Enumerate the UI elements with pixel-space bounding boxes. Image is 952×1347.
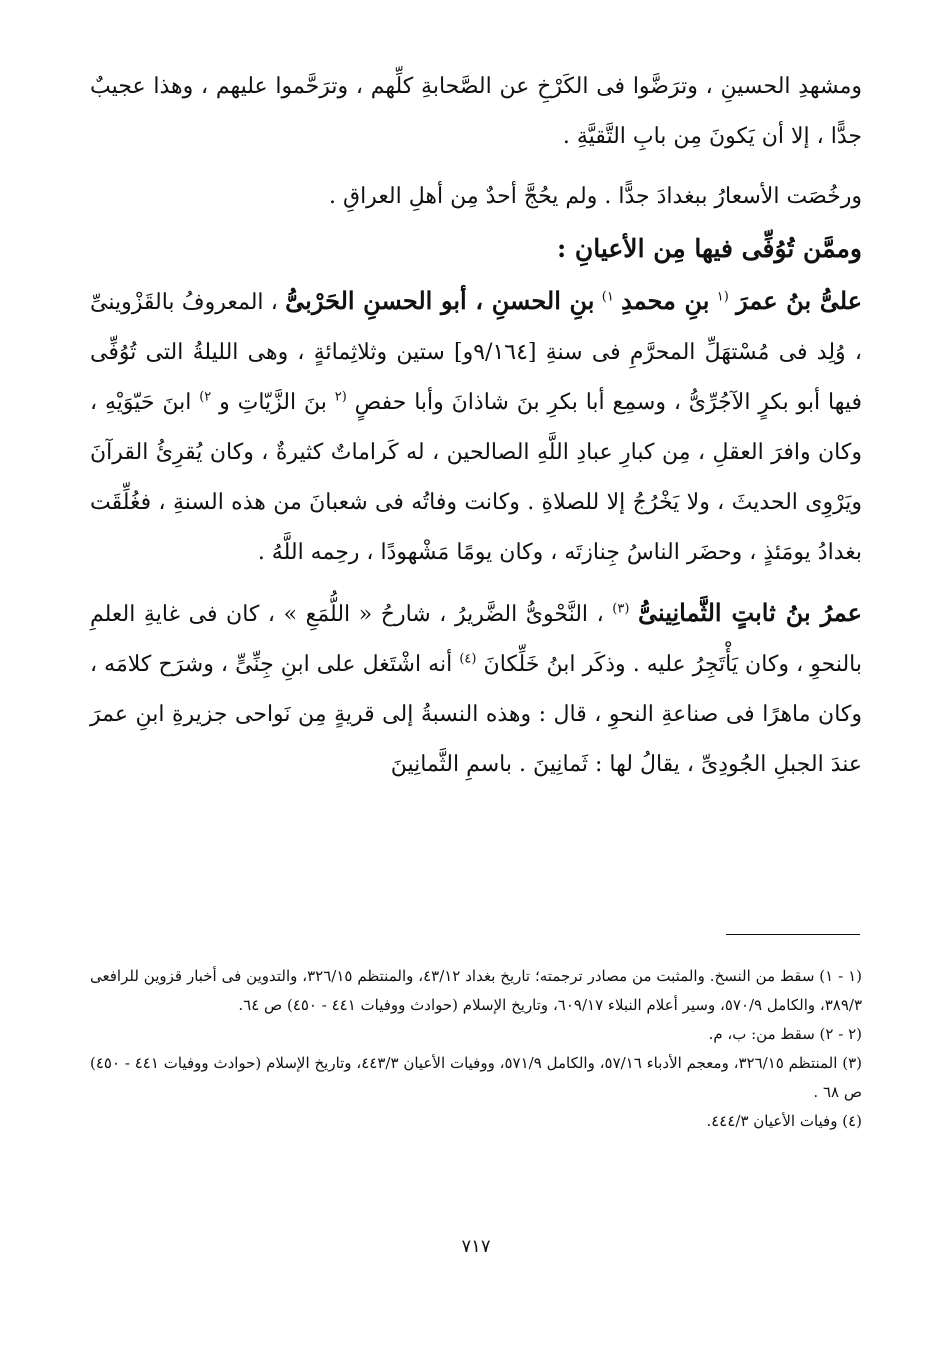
footnote-divider bbox=[726, 934, 860, 935]
footnote-ref-2-end: ٢) bbox=[199, 389, 212, 405]
entry2-text-b: أنه اشْتَغل على ابنِ جِنِّىٍّ ، وشرَح كلامَه ، وكان ماهرًا فى صناعةِ النحوِ ، قال : وهذه النسبةُ إلى قريةٍ مِن نَواحى جزيرةِ ابنِ عمرَ عندَ الجبلِ الجُودِىِّ ، يقالُ لها : ثَمانِينَ . باسمِ الثَّمانِينَ bbox=[90, 652, 862, 777]
entry-text-b: بنَ الزَّيّاتِ و bbox=[219, 390, 327, 415]
entry-name-part-a: علىُّ بنُ عمرَ bbox=[736, 286, 863, 315]
entry-text-c: ابنَ حَيّوَيْهِ ، وكان وافرَ العقلِ ، مِن كبارِ عبادِ اللَّهِ الصالحين ، له كَراماتٌ كثيرةٌ ، وكان يُقرِئُ القرآنَ ويَرْوِى الحديثَ ، ولا يَخْرُجُ إلا للصلاةِ . وكانت وفاتُه فى شعبانَ من هذه السنةِ ، فغُلِّقَت بغدادُ يومَئذٍ ، وحضَر الناسُ جِنازتَه ، وكان يومًا مَشْهودًا ، رحِمه اللَّهُ . bbox=[90, 390, 862, 565]
footnote-ref-4: (٤) bbox=[459, 651, 477, 667]
page-number: ٧١٧ bbox=[461, 1236, 491, 1257]
footnotes bbox=[90, 962, 862, 1136]
footnote-ref-1-end: ١) bbox=[601, 289, 614, 305]
section-heading: وممَّن تُوُفِّى فيها مِن الأعيانِ : bbox=[556, 234, 862, 263]
footnote-4: (٤) وفيات الأعيان ٤٤٤/٣. bbox=[706, 1112, 862, 1130]
main-text bbox=[90, 62, 862, 790]
entry-umar-bin-thabit bbox=[90, 588, 862, 790]
entry-name-part-c: بنِ الحسنِ ، أبو الحسنِ الحَرْبىُّ bbox=[285, 286, 595, 315]
entry-ali-bin-umar bbox=[90, 276, 862, 578]
footnote-ref-1-start: (١ bbox=[716, 289, 729, 305]
entry2-text-a: ، النَّحْوىُّ الضَّريرُ ، شارحُ « اللُّمَعِ » ، كان فى غايةِ العلمِ بالنحوِ ، وكان يَأْتَجِرُ عليه . وذكَر ابنُ خَلِّكانَ bbox=[90, 602, 863, 677]
footnote-3: (٣) المنتظم ٣٢٦/١٥، ومعجم الأدباء ٥٧/١٦، والكامل ٥٧١/٩، ووفيات الأعيان ٤٤٣/٣، وتاريخ الإسلام (حوادث ووفيات ٤٤١ - ٤٥٠) ص ٦٨ . bbox=[90, 1054, 863, 1101]
footnote-ref-2-start: (٢ bbox=[334, 389, 347, 405]
footnote-2: (٢ - ٢) سقط من: ب، م. bbox=[708, 1025, 862, 1043]
entry-name-part-b: بنِ محمدِ bbox=[621, 286, 710, 315]
paragraph-prices: ورخُصَت الأسعارُ ببغدادَ جدًّا . ولم يحُجَّ أحدٌ مِن أهلِ العراقِ . bbox=[329, 184, 862, 209]
paragraph-events: ومشهدِ الحسينِ ، وترَضَّوا فى الكَرْخِ عن الصَّحابةِ كلِّهم ، وترَحَّموا عليهم ، وهذا عجيبٌ جدًّا ، إلا أن يَكونَ مِن بابِ التَّقيَّةِ . bbox=[90, 74, 862, 149]
entry2-name: عمرُ بنُ ثابتٍ الثَّمانِينىُّ bbox=[638, 598, 863, 627]
footnote-1: (١ - ١) سقط من النسخ. والمثبت من مصادر ترجمته؛ تاريخ بغداد ٤٣/١٢، والمنتظم ٣٢٦/١٥، والتدوين فى أخبار قزوين للرافعى ٣٨٩/٣، والكامل ٥٧٠/٩، وسير أعلام النبلاء ٦٠٩/١٧، وتاريخ الإسلام (حوادث ووفيات ٤٤١ - ٤٥٠) ص ٦٤. bbox=[90, 967, 862, 1014]
entry-text-a: ، المعروفُ بالقَزْوينىِّ ، وُلِد فى مُسْتهَلِّ المحرَّمِ فى سنةِ [٩/١٦٤و] ستين وثلاثِمائةٍ ، وهى الليلةُ التى تُوُفِّى فيها أبو بكرٍ الآجُرِّىُّ ، وسمِع أبا بكرِ بنَ شاذانَ وأبا حفصٍ bbox=[90, 290, 863, 415]
footnote-ref-3: (٣) bbox=[612, 601, 630, 617]
